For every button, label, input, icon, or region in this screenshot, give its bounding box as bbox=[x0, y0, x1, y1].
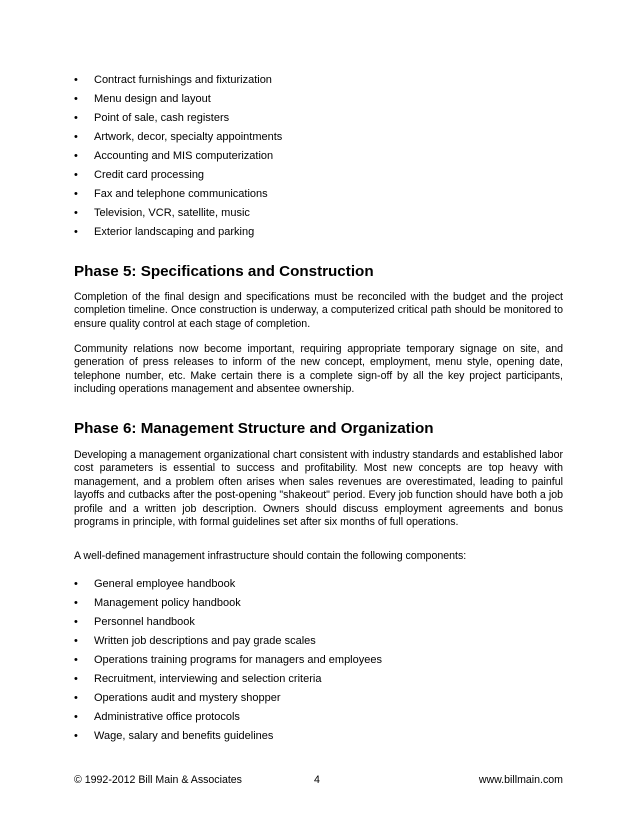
bullet-icon: • bbox=[74, 74, 78, 86]
list-item: • Personnel handbook bbox=[74, 616, 195, 628]
list-item: • Point of sale, cash registers bbox=[74, 112, 230, 124]
list-item: • Management policy handbook bbox=[74, 597, 241, 609]
list-item: • Contract furnishings and fixturization bbox=[74, 74, 272, 86]
list-item: • Operations audit and mystery shopper bbox=[74, 692, 281, 704]
section-heading-phase-6: Phase 6: Management Structure and Organization bbox=[74, 420, 434, 437]
paragraph-phase-6-infrastructure: A well-defined management infrastructure should contain the following components: bbox=[74, 550, 467, 562]
list-item: • Recruitment, interviewing and selection criteria bbox=[74, 673, 322, 685]
list-item: • General employee handbook bbox=[74, 578, 236, 590]
bullet-icon: • bbox=[74, 169, 78, 181]
page-footer bbox=[74, 773, 563, 787]
list-item: • Fax and telephone communications bbox=[74, 188, 268, 200]
section-heading-phase-5: Phase 5: Specifications and Construction bbox=[74, 263, 374, 280]
list-item: • Credit card processing bbox=[74, 169, 205, 181]
list-item: • Exterior landscaping and parking bbox=[74, 226, 255, 238]
list-item: • Menu design and layout bbox=[74, 93, 211, 105]
footer-page-number: 4 bbox=[314, 774, 320, 786]
bullet-icon: • bbox=[74, 226, 78, 238]
bullet-icon: • bbox=[74, 112, 78, 124]
footer-copyright: © 1992-2012 Bill Main & Associates bbox=[74, 774, 242, 786]
bullet-icon: • bbox=[74, 730, 78, 742]
bullet-icon: • bbox=[74, 150, 78, 162]
bullet-icon: • bbox=[74, 616, 78, 628]
list-item: • Artwork, decor, specialty appointments bbox=[74, 131, 283, 143]
bullet-icon: • bbox=[74, 93, 78, 105]
bullet-icon: • bbox=[74, 207, 78, 219]
bullet-icon: • bbox=[74, 654, 78, 666]
bullet-icon: • bbox=[74, 188, 78, 200]
paragraph-phase-5-completion: Completion of the final design and specifications must be reconciled with the budget and the project completion timeline. Once construction is underway, a computerized critical path should be monitored to ensure quality control at each stage of completion. bbox=[74, 291, 563, 330]
list-item: • Written job descriptions and pay grade scales bbox=[74, 635, 316, 647]
bullet-icon: • bbox=[74, 597, 78, 609]
bullet-list-components bbox=[74, 577, 574, 748]
bullet-icon: • bbox=[74, 578, 78, 590]
bullet-icon: • bbox=[74, 131, 78, 143]
paragraph-phase-5-community: Community relations now become important, requiring appropriate temporary signage on site, and generation of press releases to inform of the new concept, employment, menu style, opening date, telephone number, etc. Make certain there is a complete sign-off by all the key project participants, including operations management and absentee ownership. bbox=[74, 343, 563, 396]
paragraph-phase-6-org-chart: Developing a management organizational chart consistent with industry standards and established labor cost parameters is essential to success and profitability. Most new concepts are top heavy with management, and a problem often arises when sales revenues are overestimated, leading to painful layoffs and cutbacks after the post-opening "shakeout" period. Every job function should have both a job profile and a written job description. Owners should discuss employment agreements and bonus programs in principle, with formal guidelines set after six months of full operations. bbox=[74, 449, 563, 529]
bullet-icon: • bbox=[74, 635, 78, 647]
bullet-icon: • bbox=[74, 692, 78, 704]
bullet-icon: • bbox=[74, 711, 78, 723]
list-item: • Operations training programs for managers and employees bbox=[74, 654, 382, 666]
list-item: • Administrative office protocols bbox=[74, 711, 240, 723]
list-item: • Television, VCR, satellite, music bbox=[74, 207, 250, 219]
list-item: • Wage, salary and benefits guidelines bbox=[74, 730, 274, 742]
bullet-list-services bbox=[74, 73, 574, 244]
list-item: • Accounting and MIS computerization bbox=[74, 150, 274, 162]
bullet-icon: • bbox=[74, 673, 78, 685]
footer-website-link[interactable]: www.billmain.com bbox=[478, 774, 563, 786]
